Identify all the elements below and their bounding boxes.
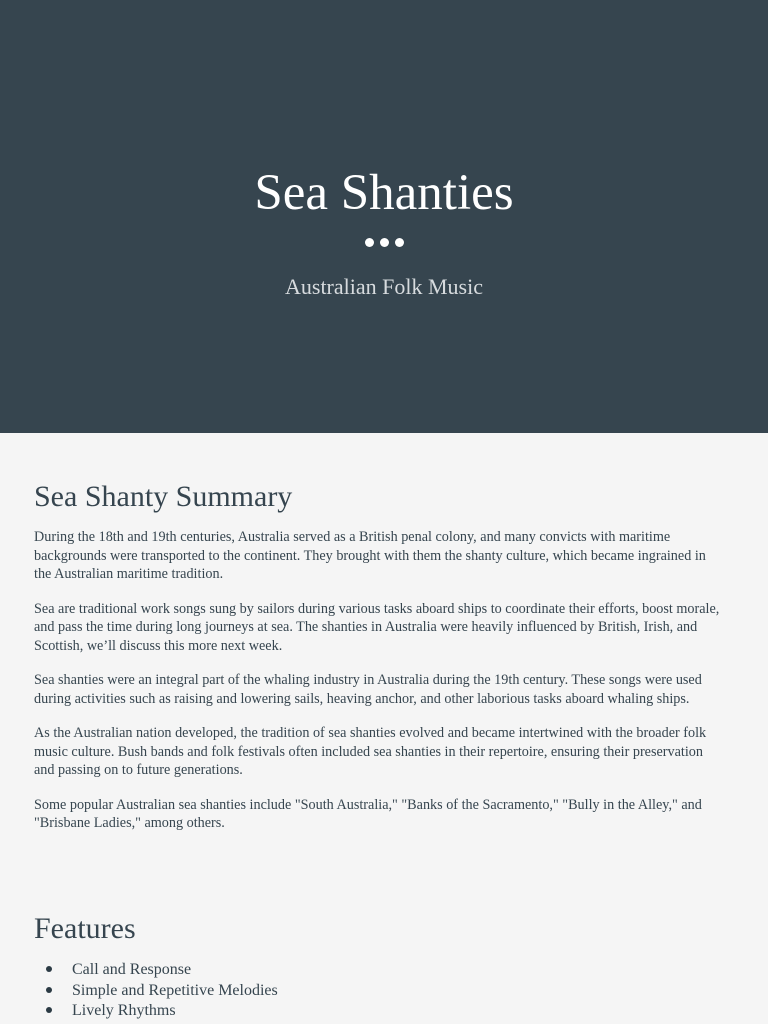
features-heading: Features [34, 912, 136, 945]
summary-paragraph: Sea are traditional work songs sung by sailors during various tasks aboard ships to coordinate their efforts, boost morale, and pass the time during long journeys at sea. The shanties in Australia were heavily influenced by British, Irish, and Scottish, we’ll discuss this more next week. [34, 600, 720, 654]
feature-label: Call and Response [72, 961, 192, 978]
dots-divider-icon [0, 238, 768, 250]
page-subtitle: Australian Folk Music [285, 274, 483, 299]
page-title: Sea Shanties [254, 165, 514, 221]
hero-banner [0, 0, 768, 433]
summary-paragraph: Sea shanties were an integral part of the whaling industry in Australia during the 19th century. These songs were used during activities such as raising and lowering sails, heaving anchor, and other laborious tasks aboard whaling ships. [34, 672, 702, 707]
summary-paragraph: During the 18th and 19th centuries, Australia served as a British penal colony, and many convicts with maritime backgrounds were transported to the continent. They brought with them the shanty culture, which became ingrained in the Australian maritime tradition. [34, 529, 706, 582]
feature-label: Simple and Repetitive Melodies [72, 981, 278, 999]
divider-dot [395, 238, 404, 247]
feature-label: Lively Rhythms [72, 1002, 176, 1019]
summary-paragraph: Some popular Australian sea shanties include "South Australia," "Banks of the Sacramento," "Bully in the Alley," and "Brisbane Ladies," among others. [34, 796, 702, 831]
summary-heading: Sea Shanty Summary [34, 480, 293, 513]
bullet-icon [46, 966, 52, 972]
list-item [34, 1001, 278, 1022]
divider-dot [365, 238, 374, 247]
list-item [34, 960, 278, 981]
bullet-icon [46, 987, 52, 993]
summary-paragraph: As the Australian nation developed, the tradition of sea shanties evolved and became intertwined with the broader folk music culture. Bush bands and folk festivals often included sea shanties in their repertoire, ensuring their preservation and passing on to future generations. [34, 725, 707, 778]
summary-body [34, 528, 724, 849]
features-list [34, 960, 278, 1022]
divider-dot [380, 238, 389, 247]
list-item [34, 981, 278, 1002]
bullet-icon [46, 1007, 52, 1013]
